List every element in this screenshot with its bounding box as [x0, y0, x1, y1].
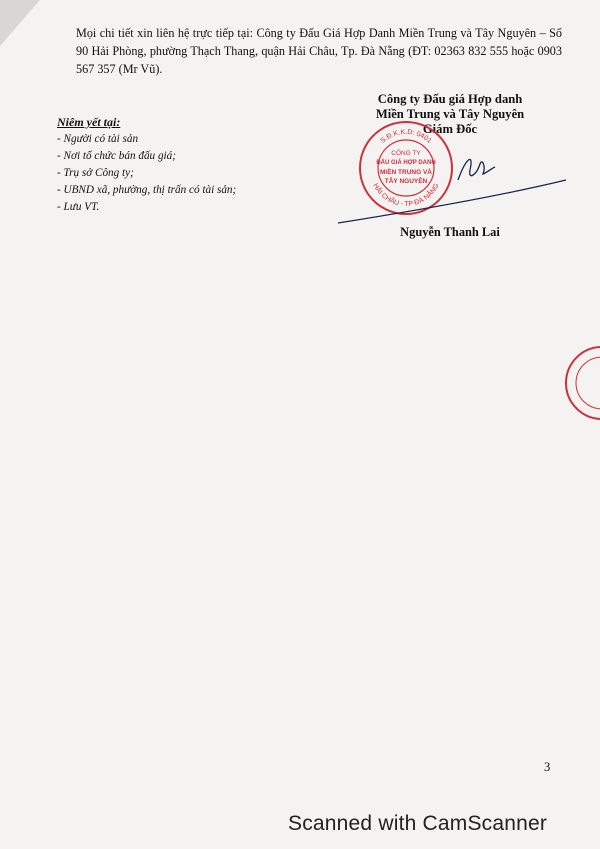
notice-item: - Nơi tổ chức bán đấu giá;: [57, 150, 176, 162]
signer-name: Nguyễn Thanh Lai: [400, 225, 500, 239]
notice-title: Niêm yết tại:: [57, 115, 121, 129]
notice-item: - UBND xã, phường, thị trấn có tài sản;: [57, 184, 237, 196]
seal-line3: MIỀN TRUNG VÀ: [380, 169, 432, 176]
scanner-watermark: Scanned with CamScanner: [288, 812, 548, 835]
contact-paragraph: Mọi chi tiết xin liên hệ trực tiếp tại: Công ty Đấu Giá Hợp Danh Miền Trung và Tây Nguyên – Số 90 Hải Phòng, phường Thạch Thang, quận Hải Châu, Tp. Đà Nẵng (ĐT: 02363 832 555 hoặc 0903 567 357 (Mr Vũ).: [76, 26, 562, 76]
seal-ring-bottom: HẢI CHÂU - TP ĐÀ NẴNG: [371, 182, 441, 209]
signature-stroke: [0, 0, 600, 240]
seal-line4: TÂY NGUYÊN: [384, 178, 428, 185]
notice-item: - Người có tài sản: [57, 133, 139, 145]
notice-item: - Trụ sở Công ty;: [57, 167, 134, 179]
seal-line1: CÔNG TY: [391, 150, 421, 157]
signer-position: Giám Đốc: [422, 122, 478, 136]
notice-item: - Lưu VT.: [57, 201, 100, 213]
margin-seal-stamp: [560, 343, 600, 423]
signer-company-line1: Công ty Đấu giá Hợp danh: [377, 92, 523, 106]
signer-company-line2: Miền Trung và Tây Nguyên: [375, 107, 525, 121]
seal-ring-top: S.Đ.K.K.D: 0401: [379, 128, 433, 145]
page-number: 3: [544, 760, 551, 774]
seal-line2: ĐẤU GIÁ HỢP DANH: [376, 160, 436, 166]
